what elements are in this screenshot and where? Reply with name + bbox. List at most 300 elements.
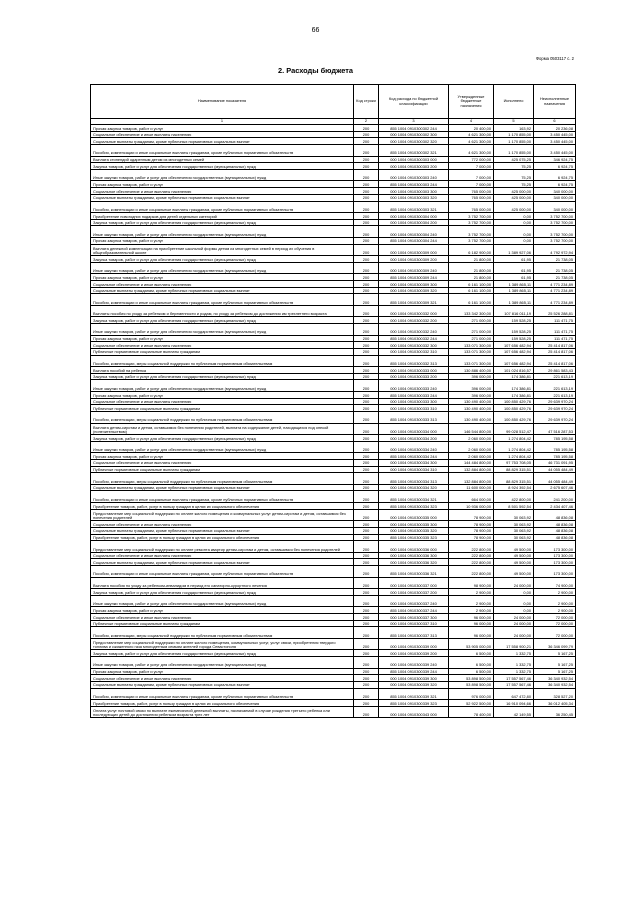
row-approved: 78 900,00: [449, 527, 494, 534]
table-row: [91, 541, 576, 553]
row-name: Социальные выплаты гражданам, кроме публичных нормативных социальных выплат: [91, 484, 354, 491]
row-executed: 8 924 392,54: [494, 484, 534, 491]
row-approved: 130 490 400,00: [449, 412, 494, 424]
table-row: [91, 380, 576, 392]
row-code: 200: [354, 423, 379, 435]
row-classification-code: 000 1004 0910300335 300: [379, 521, 449, 528]
row-unexecuted: 221 613,19: [534, 373, 576, 380]
table-row: [91, 423, 576, 435]
row-name: Прочая закупка товаров, работ и услуг: [91, 607, 354, 614]
row-name: Закупка товаров, работ и услуг для обеспечения государственных (муниципальных) нужд: [91, 219, 354, 226]
row-approved: 271 000,00: [449, 317, 494, 324]
row-approved: 7 000,00: [449, 163, 494, 170]
row-classification-code: 855 1004 0910300337 244: [379, 607, 449, 614]
table-row: [91, 348, 576, 355]
row-executed: 1 389 865,11: [494, 280, 534, 287]
row-unexecuted: 3 752 700,00: [534, 219, 576, 226]
row-classification-code: 855 1004 0910300332 244: [379, 335, 449, 342]
row-unexecuted: 44 055 484,49: [534, 473, 576, 485]
row-name: Социальные выплаты гражданам, кроме публичных нормативных социальных выплат: [91, 194, 354, 201]
row-classification-code: 000 1004 0910300339 300: [379, 675, 449, 682]
row-name: Прочая закупка товаров, работ и услуг: [91, 391, 354, 398]
row-code: 200: [354, 237, 379, 244]
row-unexecuted: 340 000,00: [534, 194, 576, 201]
table-row: [91, 342, 576, 349]
row-unexecuted: 241 200,00: [534, 491, 576, 503]
row-executed: 0,00: [494, 237, 534, 244]
row-classification-code: 855 1004 0910300309 321: [379, 294, 449, 306]
row-code: 200: [354, 534, 379, 541]
table-row: [91, 262, 576, 274]
row-classification-code: 855 1004 0910300334 244: [379, 453, 449, 460]
row-approved: 4 621 300,00: [449, 145, 494, 157]
row-code: 200: [354, 700, 379, 707]
row-classification-code: 855 1004 0910300334 321: [379, 491, 449, 503]
row-classification-code: 855 1004 0910300339 244: [379, 668, 449, 675]
table-row: [91, 681, 576, 688]
row-approved: 146 544 800,00: [449, 423, 494, 435]
table-row: [91, 627, 576, 639]
row-executed: 88 829 315,51: [494, 466, 534, 473]
row-code: 200: [354, 125, 379, 132]
table-row: [91, 226, 576, 238]
row-executed: 1 389 927,06: [494, 244, 534, 256]
row-name: Социальные выплаты гражданам, кроме публичных нормативных социальных выплат: [91, 287, 354, 294]
row-classification-code: 000 1004 0910300332 000: [379, 305, 449, 317]
row-approved: 96 000,00: [449, 627, 494, 639]
row-approved: 10 936 000,00: [449, 502, 494, 509]
table-row: [91, 607, 576, 614]
row-classification-code: 000 1004 0910300339 000: [379, 638, 449, 650]
row-classification-code: 000 1004 0910300303 320: [379, 194, 449, 201]
row-unexecuted: 25 414 817,06: [534, 355, 576, 367]
row-executed: 49 500,00: [494, 566, 534, 578]
row-executed: 159 528,25: [494, 317, 534, 324]
row-name: Приобретение новогодних подарков для детей отдельных категорий: [91, 213, 354, 220]
row-approved: 6 500,00: [449, 650, 494, 657]
row-unexecuted: 25 414 817,06: [534, 342, 576, 349]
row-unexecuted: 3 752 700,00: [534, 226, 576, 238]
table-row: [91, 274, 576, 281]
row-unexecuted: 173 300,00: [534, 541, 576, 553]
table-row: [91, 706, 576, 718]
row-classification-code: 000 1004 0910300332 300: [379, 342, 449, 349]
row-executed: 100 850 429,76: [494, 412, 534, 424]
row-executed: 30 063,92: [494, 534, 534, 541]
row-code: 200: [354, 509, 379, 521]
row-classification-code: 000 1004 0910300304 000: [379, 213, 449, 220]
row-name: Оплата услуг почтовой связи по выплате ежемесячной денежной выплаты, назначаемой в случае рождения третьего ребенка или последующих детей до достижения ребенком возраста трех лет: [91, 706, 354, 718]
table-row: [91, 473, 576, 485]
table-row: [91, 521, 576, 528]
row-executed: 1 332,75: [494, 668, 534, 675]
row-unexecuted: 2 434 407,46: [534, 502, 576, 509]
row-name: Иные закупки товаров, работ и услуг для обеспечения государственных (муниципальных) нужд: [91, 657, 354, 669]
table-row: [91, 181, 576, 188]
row-approved: 98 900,00: [449, 577, 494, 589]
row-code: 200: [354, 521, 379, 528]
table-row: [91, 566, 576, 578]
row-approved: 396 000,00: [449, 380, 494, 392]
row-classification-code: 855 1004 0910300335 323: [379, 534, 449, 541]
row-executed: 1 332,75: [494, 657, 534, 669]
row-executed: 0,00: [494, 226, 534, 238]
row-name: Закупка товаров, работ и услуг для обеспечения государственных (муниципальных) нужд: [91, 435, 354, 442]
row-executed: 1 274 804,42: [494, 441, 534, 453]
row-code: 200: [354, 613, 379, 620]
row-approved: 53 898 500,00: [449, 681, 494, 688]
row-code: 200: [354, 459, 379, 466]
row-executed: 107 656 482,94: [494, 342, 534, 349]
header-executed: Исполнено: [494, 85, 534, 119]
row-name: Прочая закупка товаров, работ и услуг: [91, 237, 354, 244]
row-code: 200: [354, 335, 379, 342]
table-row: [91, 412, 576, 424]
row-classification-code: 000 1004 0910300343 000: [379, 706, 449, 718]
form-label: Форма 0503117 с. 2: [535, 56, 574, 61]
row-unexecuted: 4 792 972,94: [534, 244, 576, 256]
table-row: [91, 700, 576, 707]
row-name: Прочая закупка товаров, работ и услуг: [91, 453, 354, 460]
row-approved: 6 500,00: [449, 668, 494, 675]
row-unexecuted: 5 167,25: [534, 657, 576, 669]
table-row: [91, 201, 576, 213]
row-name: Публичные нормативные социальные выплаты гражданам: [91, 620, 354, 627]
row-approved: 21 800,00: [449, 262, 494, 274]
row-unexecuted: 5 167,25: [534, 668, 576, 675]
row-unexecuted: 6 924,75: [534, 169, 576, 181]
row-unexecuted: 4 771 234,89: [534, 287, 576, 294]
row-classification-code: 000 1004 0910300334 240: [379, 441, 449, 453]
row-unexecuted: 21 738,05: [534, 262, 576, 274]
row-executed: 30 063,92: [494, 521, 534, 528]
row-unexecuted: 173 300,00: [534, 566, 576, 578]
row-classification-code: 000 1004 0910300333 200: [379, 373, 449, 380]
table-row: [91, 219, 576, 226]
row-code: 200: [354, 367, 379, 374]
table-row: [91, 405, 576, 412]
table-row: [91, 534, 576, 541]
row-code: 200: [354, 441, 379, 453]
row-unexecuted: 2 900,00: [534, 589, 576, 596]
row-executed: 1 274 804,42: [494, 453, 534, 460]
row-unexecuted: 346 924,75: [534, 156, 576, 163]
row-name: Предоставление мер социальной поддержки по оплате жилого помещения, коммунальных услуг, услуг связи, приобретения твердого топлива и сжиженного газа многодетным семьям жителей города Севастополя: [91, 638, 354, 650]
row-executed: 0,00: [494, 595, 534, 607]
table-row: [91, 650, 576, 657]
row-executed: 0,00: [494, 213, 534, 220]
row-executed: 0,00: [494, 589, 534, 596]
row-executed: 1 389 865,11: [494, 294, 534, 306]
row-approved: 78 400,00: [449, 706, 494, 718]
row-code: 200: [354, 638, 379, 650]
row-approved: 6 161 100,00: [449, 294, 494, 306]
row-code: 200: [354, 577, 379, 589]
row-executed: 107 656 482,94: [494, 348, 534, 355]
row-classification-code: 000 1004 0910300303 240: [379, 169, 449, 181]
row-approved: 3 752 700,00: [449, 213, 494, 220]
table-row: [91, 373, 576, 380]
row-executed: 97 753 708,05: [494, 459, 534, 466]
table-row: [91, 502, 576, 509]
row-unexecuted: 6 924,75: [534, 181, 576, 188]
row-code: 200: [354, 256, 379, 263]
table-row: [91, 188, 576, 195]
row-classification-code: 855 1004 0910300333 244: [379, 391, 449, 398]
row-code: 200: [354, 188, 379, 195]
column-number: 3: [379, 119, 449, 125]
row-classification-code: 000 1004 0910300337 300: [379, 613, 449, 620]
row-name: Закупка товаров, работ и услуг для обеспечения государственных (муниципальных) нужд: [91, 317, 354, 324]
row-executed: 174 386,81: [494, 373, 534, 380]
row-code: 200: [354, 412, 379, 424]
row-approved: 222 800,00: [449, 566, 494, 578]
row-executed: 100 850 429,76: [494, 398, 534, 405]
row-classification-code: 000 1004 0910300334 000: [379, 423, 449, 435]
row-executed: 99 028 512,47: [494, 423, 534, 435]
row-name: Выплата денежной компенсации на приобретение школьной формы детям из многодетных семей в период их обучения в общеобразовательной школе: [91, 244, 354, 256]
row-name: Прочая закупка товаров, работ и услуг: [91, 125, 354, 132]
row-classification-code: 000 1004 0910300339 200: [379, 650, 449, 657]
header-unexecuted: Неисполненные назначения: [534, 85, 576, 119]
row-executed: 49 500,00: [494, 552, 534, 559]
row-approved: 222 800,00: [449, 541, 494, 553]
row-code: 200: [354, 595, 379, 607]
row-unexecuted: 25 414 817,06: [534, 348, 576, 355]
row-unexecuted: 3 450 445,00: [534, 145, 576, 157]
row-executed: 107 656 482,94: [494, 355, 534, 367]
row-classification-code: 855 1004 0910300332 313: [379, 355, 449, 367]
row-name: Приобретение товаров, работ, услуг в пользу граждан в целях их социального обеспечения: [91, 502, 354, 509]
row-approved: 2 900,00: [449, 595, 494, 607]
header-approved: Утвержденные бюджетные назначения: [449, 85, 494, 119]
row-name: Иные закупки товаров, работ и услуг для обеспечения государственных (муниципальных) нужд: [91, 324, 354, 336]
row-executed: 24 000,00: [494, 613, 534, 620]
row-unexecuted: 785 195,58: [534, 453, 576, 460]
row-approved: 21 800,00: [449, 256, 494, 263]
row-unexecuted: 2 900,00: [534, 607, 576, 614]
row-approved: 6 161 100,00: [449, 280, 494, 287]
header-name: Наименование показателя: [91, 85, 354, 119]
row-approved: 2 060 000,00: [449, 441, 494, 453]
row-executed: 42 149,55: [494, 706, 534, 718]
column-number: 6: [534, 119, 576, 125]
row-code: 200: [354, 280, 379, 287]
row-code: 200: [354, 541, 379, 553]
row-classification-code: 000 1004 0910300336 000: [379, 541, 449, 553]
row-classification-code: 000 1004 0910300337 200: [379, 589, 449, 596]
row-classification-code: 855 1004 0910300334 323: [379, 502, 449, 509]
row-executed: 1 332,75: [494, 650, 534, 657]
table-row: [91, 398, 576, 405]
column-number: 2: [354, 119, 379, 125]
row-code: 200: [354, 466, 379, 473]
row-name: Закупка товаров, работ и услуг для обеспечения государственных (муниципальных) нужд: [91, 650, 354, 657]
row-executed: 101 024 816,57: [494, 367, 534, 374]
row-unexecuted: 221 613,19: [534, 380, 576, 392]
row-approved: 2 900,00: [449, 589, 494, 596]
table-row: [91, 355, 576, 367]
row-executed: 17 557 567,46: [494, 675, 534, 682]
row-executed: 75,25: [494, 169, 534, 181]
row-approved: 132 884 800,00: [449, 473, 494, 485]
row-code: 200: [354, 181, 379, 188]
row-code: 200: [354, 589, 379, 596]
row-classification-code: 000 1004 0910300333 300: [379, 398, 449, 405]
row-executed: 30 063,92: [494, 509, 534, 521]
row-approved: 772 000,00: [449, 156, 494, 163]
row-code: 200: [354, 131, 379, 138]
row-unexecuted: 328 527,20: [534, 688, 576, 700]
row-name: Иные закупки товаров, работ и услуг для обеспечения государственных (муниципальных) нужд: [91, 380, 354, 392]
table-row: [91, 391, 576, 398]
row-name: Пособия, компенсации и иные социальные выплаты гражданам, кроме публичных нормативных обязательств: [91, 566, 354, 578]
row-unexecuted: 3 752 700,00: [534, 237, 576, 244]
row-unexecuted: 173 300,00: [534, 552, 576, 559]
row-unexecuted: 2 900,00: [534, 595, 576, 607]
expenses-table: [90, 84, 576, 718]
row-unexecuted: 36 346 099,79: [534, 638, 576, 650]
row-name: Социальное обеспечение и иные выплаты населению: [91, 521, 354, 528]
row-name: Выплата пособий на ребенка: [91, 367, 354, 374]
table-row: [91, 324, 576, 336]
row-code: 200: [354, 607, 379, 614]
row-code: 200: [354, 668, 379, 675]
row-approved: 2 060 000,00: [449, 453, 494, 460]
table-row: [91, 688, 576, 700]
row-approved: 96 000,00: [449, 613, 494, 620]
row-classification-code: 000 1004 0910300332 240: [379, 324, 449, 336]
row-classification-code: 000 1004 0910300335 000: [379, 509, 449, 521]
row-unexecuted: 29 861 583,43: [534, 367, 576, 374]
row-approved: 4 621 300,00: [449, 131, 494, 138]
row-classification-code: 000 1004 0910300309 320: [379, 287, 449, 294]
row-unexecuted: 72 000,00: [534, 613, 576, 620]
row-classification-code: 855 1004 0910300337 313: [379, 627, 449, 639]
row-approved: 271 000,00: [449, 335, 494, 342]
table-row: [91, 125, 576, 132]
row-name: Социальные выплаты гражданам, кроме публичных нормативных социальных выплат: [91, 138, 354, 145]
table-row: [91, 194, 576, 201]
row-name: Социальное обеспечение и иные выплаты населению: [91, 613, 354, 620]
row-classification-code: 000 1004 0910300337 000: [379, 577, 449, 589]
table-row: [91, 613, 576, 620]
row-code: 200: [354, 566, 379, 578]
row-approved: 53 905 000,00: [449, 638, 494, 650]
row-executed: 24 000,00: [494, 577, 534, 589]
row-code: 200: [354, 342, 379, 349]
row-classification-code: 000 1004 0910300337 310: [379, 620, 449, 627]
row-executed: 1 389 865,11: [494, 287, 534, 294]
table-row: [91, 294, 576, 306]
row-executed: 49 500,00: [494, 559, 534, 566]
row-classification-code: 000 1004 0910300302 320: [379, 138, 449, 145]
table-row: [91, 138, 576, 145]
row-unexecuted: 47 516 287,53: [534, 423, 576, 435]
row-name: Социальное обеспечение и иные выплаты населению: [91, 280, 354, 287]
row-executed: 159 528,25: [494, 335, 534, 342]
table-row: [91, 163, 576, 170]
row-executed: 422 800,00: [494, 491, 534, 503]
row-classification-code: 855 1004 0910300339 321: [379, 688, 449, 700]
row-code: 200: [354, 650, 379, 657]
row-name: Пособия, компенсации и иные социальные выплаты гражданам, кроме публичных нормативных обязательств: [91, 688, 354, 700]
row-classification-code: 855 1004 0910300302 321: [379, 145, 449, 157]
row-unexecuted: 29 639 970,24: [534, 412, 576, 424]
row-unexecuted: 4 771 234,89: [534, 294, 576, 306]
row-unexecuted: 785 195,58: [534, 441, 576, 453]
row-approved: 132 884 800,00: [449, 466, 494, 473]
row-code: 200: [354, 620, 379, 627]
row-approved: 130 886 400,00: [449, 367, 494, 374]
row-unexecuted: 4 771 234,89: [534, 280, 576, 287]
row-executed: 425 075,25: [494, 156, 534, 163]
row-approved: 133 071 300,00: [449, 348, 494, 355]
table-row: [91, 335, 576, 342]
row-executed: 0,00: [494, 607, 534, 614]
row-name: Пособия, компенсации, меры социальной поддержки по публичным нормативным обязательствам: [91, 412, 354, 424]
row-name: Социальное обеспечение и иные выплаты населению: [91, 342, 354, 349]
row-executed: 61,95: [494, 256, 534, 263]
row-approved: 3 752 700,00: [449, 237, 494, 244]
row-unexecuted: 785 195,58: [534, 435, 576, 442]
row-unexecuted: 44 055 484,49: [534, 466, 576, 473]
page-title: 2. Расходы бюджета: [278, 66, 353, 75]
row-classification-code: 000 1004 0910300336 320: [379, 559, 449, 566]
row-name: Прочая закупка товаров, работ и услуг: [91, 181, 354, 188]
row-executed: 425 000,00: [494, 188, 534, 195]
row-classification-code: 000 1004 0910300334 300: [379, 459, 449, 466]
row-unexecuted: 36 250,45: [534, 706, 576, 718]
row-approved: 130 490 400,00: [449, 405, 494, 412]
row-executed: 107 816 011,19: [494, 305, 534, 317]
row-approved: 3 752 700,00: [449, 219, 494, 226]
row-code: 200: [354, 373, 379, 380]
table-row: [91, 305, 576, 317]
row-code: 200: [354, 194, 379, 201]
row-approved: 4 621 300,00: [449, 138, 494, 145]
row-name: Прочая закупка товаров, работ и услуг: [91, 335, 354, 342]
row-name: Социальное обеспечение и иные выплаты населению: [91, 188, 354, 195]
row-name: Пособия, компенсации, меры социальной поддержки по публичным нормативным обязательствам: [91, 627, 354, 639]
row-approved: 6 161 100,00: [449, 287, 494, 294]
row-name: Приобретение товаров, работ, услуг в пользу граждан в целях их социального обеспечения: [91, 534, 354, 541]
row-code: 200: [354, 145, 379, 157]
row-executed: 17 558 900,21: [494, 638, 534, 650]
header-code: Код строки: [354, 85, 379, 119]
table-row: [91, 156, 576, 163]
row-code: 200: [354, 657, 379, 669]
row-unexecuted: 48 836,08: [534, 527, 576, 534]
row-name: Социальные выплаты гражданам, кроме публичных нормативных социальных выплат: [91, 527, 354, 534]
row-approved: 7 000,00: [449, 181, 494, 188]
table-row: [91, 595, 576, 607]
row-name: Пособия, компенсации, меры социальной поддержки по публичным нормативным обязательствам: [91, 473, 354, 485]
row-unexecuted: 5 167,25: [534, 650, 576, 657]
row-approved: 2 060 000,00: [449, 435, 494, 442]
row-name: Иные закупки товаров, работ и услуг для обеспечения государственных (муниципальных) нужд: [91, 595, 354, 607]
row-name: Предоставление мер социальной поддержки по оплате ремонта квартир детям-сиротам и детям, оставшимся без попечения родителей: [91, 541, 354, 553]
row-unexecuted: 111 471,75: [534, 317, 576, 324]
row-code: 200: [354, 169, 379, 181]
row-classification-code: 000 1004 0910300339 320: [379, 681, 449, 688]
row-approved: 765 000,00: [449, 188, 494, 195]
row-classification-code: 855 1004 0910300309 244: [379, 274, 449, 281]
column-number: 4: [449, 119, 494, 125]
row-classification-code: 855 1004 0910300302 244: [379, 125, 449, 132]
row-code: 200: [354, 324, 379, 336]
row-name: Пособия, компенсации и иные социальные выплаты гражданам, кроме публичных нормативных обязательств: [91, 145, 354, 157]
